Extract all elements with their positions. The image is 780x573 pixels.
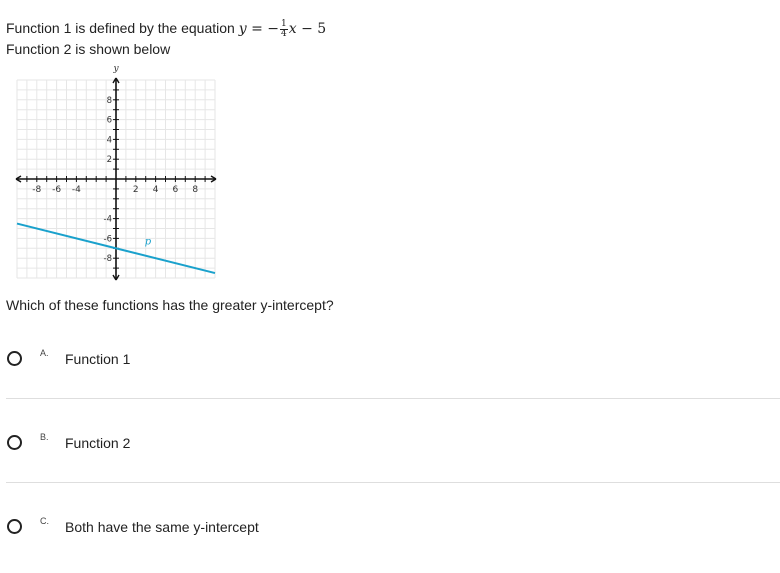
choice-a[interactable] xyxy=(0,338,780,382)
x-tick-label: -4 xyxy=(71,185,81,195)
fraction-denominator: 4 xyxy=(281,28,287,39)
choice-letter-b: B. xyxy=(40,432,49,442)
equation-tail: − 5 xyxy=(301,21,327,37)
divider xyxy=(6,482,780,483)
choice-text-c: Both have the same y-intercept xyxy=(65,519,259,535)
choice-c[interactable] xyxy=(0,506,780,550)
divider xyxy=(6,398,780,399)
fraction-numerator: 1 xyxy=(281,18,287,29)
x-tick-label: -6 xyxy=(52,185,62,195)
y-tick-label: 6 xyxy=(106,115,112,126)
function-2-graph xyxy=(14,60,220,282)
equation xyxy=(238,18,327,39)
y-tick-label: -8 xyxy=(103,254,112,265)
x-tick-label: 4 xyxy=(152,185,159,195)
question-text: Which of these functions has the greater y-intercept? xyxy=(6,297,334,313)
y-tick-label: 4 xyxy=(106,135,112,146)
y-tick-label: -6 xyxy=(103,234,112,245)
x-tick-label: 6 xyxy=(172,185,179,195)
choice-letter-a: A. xyxy=(40,348,49,358)
prompt-prefix: Function 1 is defined by the equation xyxy=(6,20,235,36)
y-axis-label: y xyxy=(113,64,119,74)
prompt-line-1 xyxy=(6,19,326,39)
equation-equals: = xyxy=(251,21,263,37)
equation-fraction xyxy=(280,20,288,39)
coordinate-grid xyxy=(14,60,220,282)
y-tick-label: -4 xyxy=(103,214,112,225)
x-tick-label: 8 xyxy=(192,185,199,195)
equation-minus: − xyxy=(267,21,280,37)
x-tick-label: -8 xyxy=(32,185,42,195)
prompt-line-2: Function 2 is shown below xyxy=(6,41,171,57)
choice-text-b: Function 2 xyxy=(65,435,131,451)
equation-var: x xyxy=(288,21,297,37)
choice-text-a: Function 1 xyxy=(65,351,131,367)
choice-b[interactable] xyxy=(0,422,780,466)
radio-button-b[interactable] xyxy=(7,435,22,450)
y-tick-label: 8 xyxy=(106,95,112,106)
choice-letter-c: C. xyxy=(40,516,49,526)
y-tick-label: 2 xyxy=(106,155,112,166)
x-tick-label: 2 xyxy=(132,185,139,195)
radio-button-c[interactable] xyxy=(7,519,22,534)
function-2-line-label: p xyxy=(144,236,152,248)
equation-lhs: y xyxy=(238,21,247,37)
radio-button-a[interactable] xyxy=(7,351,22,366)
